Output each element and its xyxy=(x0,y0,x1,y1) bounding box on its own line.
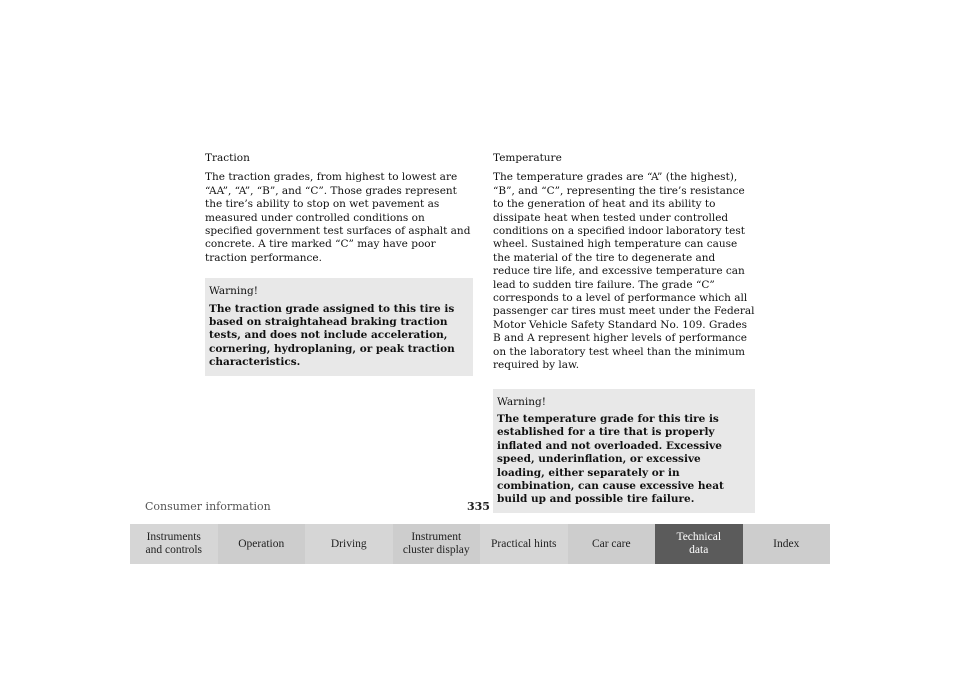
traction-section xyxy=(205,152,473,376)
tab-operation[interactable] xyxy=(218,524,306,564)
tab-car-care[interactable] xyxy=(568,524,656,564)
temperature-heading: Temperature xyxy=(493,152,562,164)
tab-instruments-and-controls[interactable] xyxy=(130,524,218,564)
tab-label: Car care xyxy=(591,537,631,550)
tab-label: Index xyxy=(773,537,800,550)
page-number: 335 xyxy=(467,500,490,513)
tab-practical-hints[interactable] xyxy=(480,524,568,564)
chapter-nav xyxy=(130,524,830,564)
tab-label: Instrument cluster display xyxy=(402,531,470,556)
traction-warning-text: The traction grade assigned to this tire is based on straightahead braking traction tests, and does not include acceleration, cornering, hydroplaning, or peak traction characteristics. xyxy=(209,302,455,369)
traction-warning-box xyxy=(205,278,473,375)
temperature-warning-title: Warning! xyxy=(497,395,546,408)
traction-heading: Traction xyxy=(205,152,250,164)
tab-instrument-cluster-display[interactable] xyxy=(393,524,481,564)
traction-warning-title: Warning! xyxy=(209,285,258,298)
tab-label: Driving xyxy=(330,537,367,550)
tab-index[interactable] xyxy=(743,524,831,564)
temperature-section xyxy=(493,152,755,513)
tab-technical-data[interactable] xyxy=(655,524,743,564)
temperature-warning-box xyxy=(493,389,755,513)
tab-label: Instruments and controls xyxy=(145,531,203,556)
temperature-warning-text: The temperature grade for this tire is established for a tire that is properly inflated and not overloaded. Excessive speed, underinflation, or excessive loading, either separately or in combination, can cause excessive heat build up and possible tire failure. xyxy=(497,412,724,506)
traction-paragraph: The traction grades, from highest to lowest are “AA”, “A”, “B”, and “C”. Those grades represent the tire’s ability to stop on wet pavement as measured under controlled conditions on specified government test surfaces of asphalt and concrete. A tire marked “C” may have poor traction performance. xyxy=(205,171,471,264)
section-label: Consumer information xyxy=(145,500,271,513)
temperature-paragraph: The temperature grades are “A” (the highest), “B”, and “C”, representing the tire’s resistance to the generation of heat and its ability to dissipate heat when tested under controlled conditions on a specified indoor laboratory test wheel. Sustained high temperature can cause the material of the tire to degenerate and reduce tire life, and excessive temperature can lead to sudden tire failure. The grade “C” corresponds to a level of performance which all passenger car tires must meet under the Federal Motor Vehicle Safety Standard No. 109. Grades B and A represent higher levels of performance on the laboratory test wheel than the minimum required by law. xyxy=(493,171,755,372)
tab-label: Practical hints xyxy=(491,537,557,550)
page-footer xyxy=(130,500,830,518)
tab-label: Operation xyxy=(238,537,285,550)
tab-label: Technical data xyxy=(676,531,722,556)
tab-driving[interactable] xyxy=(305,524,393,564)
